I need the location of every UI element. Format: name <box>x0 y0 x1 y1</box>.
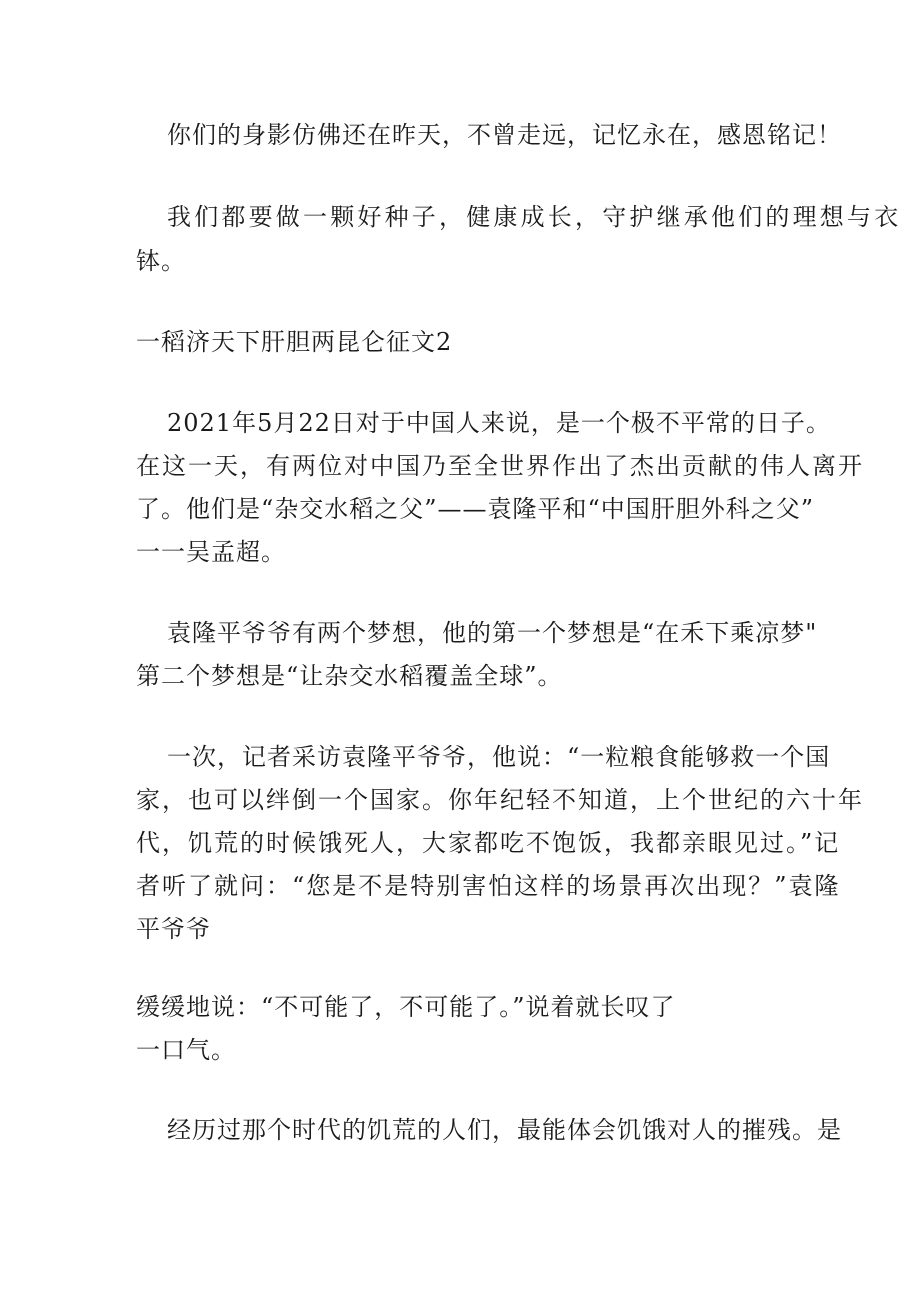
paragraph-intro-line-2: 在这一天，有两位对中国乃至全世界作出了杰出贡献的伟人离开 <box>136 452 864 480</box>
paragraph-dream-line-1: 袁隆平爷爷有两个梦想，他的第一个梦想是“在禾下乘凉梦" <box>167 619 818 647</box>
paragraph-interview-line-3: 代，饥荒的时候饿死人，大家都吃不饱饭，我都亲眼见过。”记 <box>136 829 841 857</box>
paragraph-intro-line-4: 一一吴孟超。 <box>136 538 286 566</box>
paragraph-sigh-line-1: 缓缓地说：“不可能了，不可能了。”说着就长叹了 <box>136 993 676 1021</box>
paragraph-interview-line-1: 一次，记者采访袁隆平爷爷，他说：“一粒粮食能够救一个国 <box>167 743 831 771</box>
paragraph-intro-line-3: 了。他们是“杂交水稻之父”——袁隆平和“中国肝胆外科之父” <box>136 495 815 523</box>
paragraph-sigh-line-2: 一口气。 <box>136 1036 236 1064</box>
paragraph-seed-line-1: 我们都要做一颗好种子，健康成长，守护继承他们的理想与衣 <box>167 203 902 231</box>
paragraph-interview-line-5: 平爷爷 <box>136 915 211 943</box>
paragraph-dream-line-2: 第二个梦想是“让杂交水稻覆盖全球”。 <box>136 662 563 690</box>
paragraph-famine-line-1: 经历过那个时代的饥荒的人们，最能体会饥饿对人的摧残。是 <box>167 1116 842 1144</box>
paragraph-seed-line-2: 钵。 <box>136 247 186 275</box>
paragraph-interview-line-2: 家，也可以绊倒一个国家。你年纪轻不知道，上个世纪的六十年 <box>136 786 864 814</box>
paragraph-closing-line: 你们的身影仿佛还在昨天，不曾走远，记忆永在，感恩铭记！ <box>167 121 842 149</box>
paragraph-interview-line-4: 者听了就问：“您是不是特别害怕这样的场景再次出现？”袁隆 <box>136 872 841 900</box>
section-heading: 一稻济天下肝胆两昆仑征文2 <box>136 328 453 356</box>
paragraph-intro-line-1: 2021年5月22日对于中国人来说，是一个极不平常的日子。 <box>167 409 831 437</box>
